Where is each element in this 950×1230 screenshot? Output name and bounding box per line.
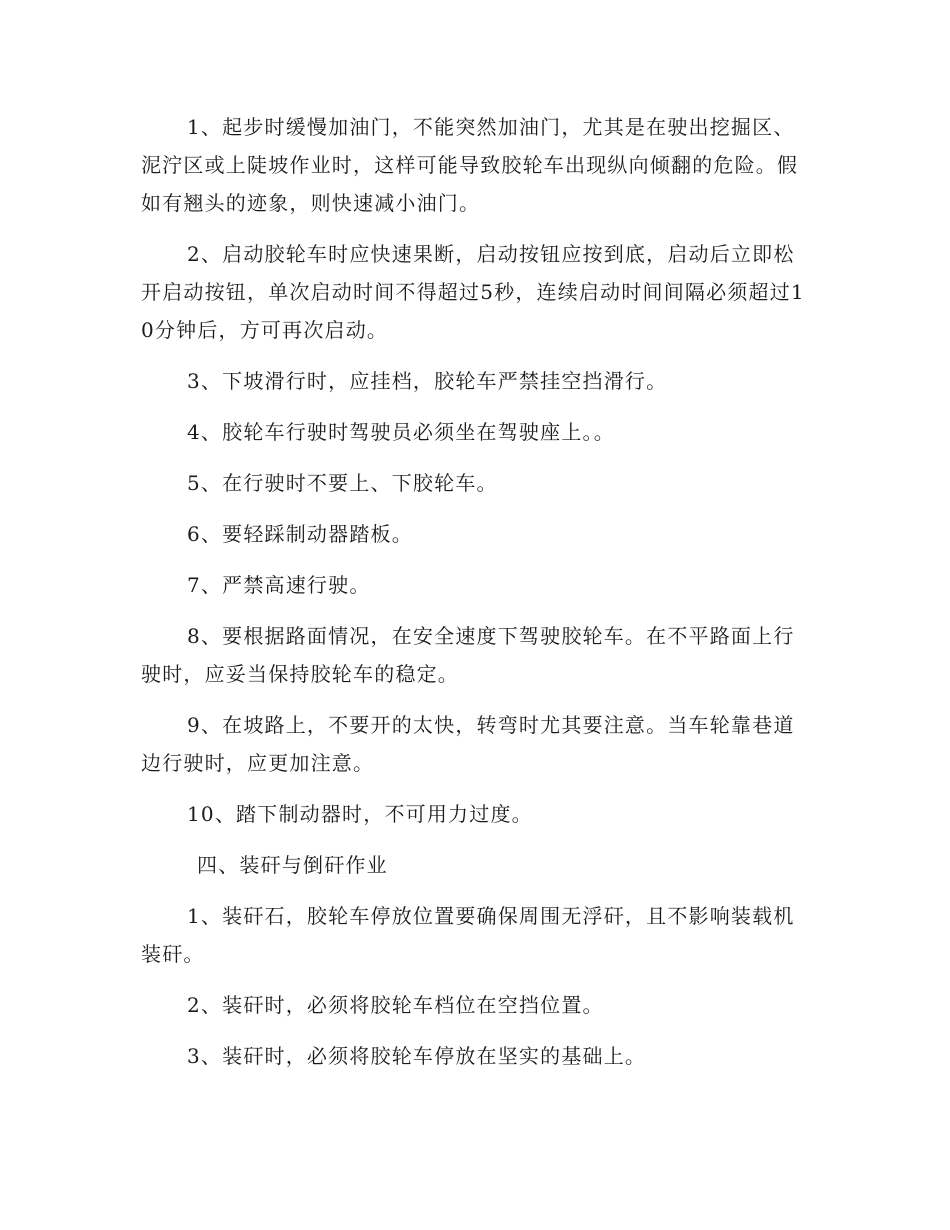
paragraph-4: 4、胶轮车行驶时驾驶员必须坐在驾驶座上。。	[187, 420, 615, 444]
section-paragraph-1: 1、装矸石，胶轮车停放位置要确保周围无浮矸，且不影响装载机装矸。	[141, 904, 795, 966]
paragraph-9: 9、在坡路上，不要开的太快，转弯时尤其要注意。当车轮靠巷道边行驶时，应更加注意。	[141, 713, 795, 775]
paragraph-5: 5、在行驶时不要上、下胶轮车。	[187, 471, 498, 495]
paragraph-2: 2、启动胶轮车时应快速果断，启动按钮应按到底，启动后立即松开启动按钮，单次启动时间不得超过5秒，连续启动时间间隔必须超过10分钟后，方可再次启动。	[141, 242, 805, 342]
paragraph-10: 10、踏下制动器时，不可用力过度。	[187, 802, 533, 826]
document-body	[141, 108, 811, 1088]
paragraph-7: 7、严禁高速行驶。	[187, 573, 371, 597]
paragraph-3: 3、下坡滑行时，应挂档，胶轮车严禁挂空挡滑行。	[187, 369, 668, 393]
paragraph-1: 1、起步时缓慢加油门，不能突然加油门，尤其是在驶出挖掘区、泥泞区或上陡坡作业时，这样可能导致胶轮车出现纵向倾翻的危险。假如有翘头的迹象，则快速减小油门。	[141, 115, 799, 215]
paragraph-8: 8、要根据路面情况，在安全速度下驾驶胶轮车。在不平路面上行驶时，应妥当保持胶轮车的稳定。	[141, 624, 795, 686]
section-paragraph-3: 3、装矸时，必须将胶轮车停放在坚实的基础上。	[187, 1044, 647, 1068]
section-paragraph-2: 2、装矸时，必须将胶轮车档位在空挡位置。	[187, 993, 604, 1017]
paragraph-6: 6、要轻踩制动器踏板。	[187, 522, 413, 546]
section-heading: 四、装矸与倒矸作业	[197, 853, 388, 877]
